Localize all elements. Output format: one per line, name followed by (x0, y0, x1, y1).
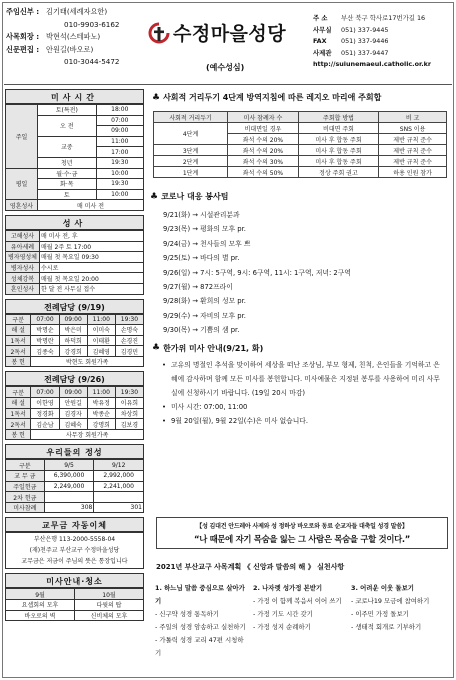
covid-heading: ♣ 사회적 거리두기 4단계 방역지침에 따른 레지오 마리애 주회합 (152, 92, 382, 103)
list-item: 9/30(목) → 기쁨의 샘 pr. (163, 326, 240, 335)
table-row: 병자영성체 매월 첫 목요일 09:30 (6, 252, 144, 263)
staff-row-editor: 신문편집 : 안원길(바오로) (6, 44, 94, 54)
table-row: 유아세례 매월 2주 토 17:00 (6, 241, 144, 252)
table-row: 사회적 거리두기 미사 참례자 수 주회합 방법 비 고 (154, 112, 447, 123)
staff-row-chairman: 사목회장 : 박현석(스테파노) (6, 32, 101, 41)
staff-info (6, 6, 131, 69)
list-item: 9/26(일) → 7시: 5구역, 9시: 6구역, 11시: 1구역, 저녁: 2구역 (163, 268, 351, 277)
table-row: 화·목 19:30 (6, 179, 144, 190)
offering-title: 우리들의 정성 (5, 444, 144, 459)
table-row: 주일 토(특전) 18:00 (6, 105, 144, 116)
list-item: 9/24(금) → 천사들의 모후 쁘 (163, 239, 251, 248)
pastoral-plan-col: 2. 나자렛 성가정 본받기 - 가정 이 함께 복음서 이어 쓰기 - 가정 기도 시간 갖기 - 가정 성지 순례하기 (253, 584, 342, 631)
table-row: 해 설 박명순 박은미 이미숙 손명숙 (6, 325, 144, 336)
list-item: 9/28(화) → 환희의 성모 pr. (163, 297, 246, 306)
account-number: 부산은행 113-2000-5558-04 (33, 536, 116, 544)
table-row: 평일 월·수·금 10:00 (6, 168, 144, 179)
bullet-icon: • (162, 402, 167, 411)
table-row: 09:00 (6, 126, 144, 137)
sacraments-table (5, 230, 144, 295)
staff-row-priest: 주임신부 : 김기태(세례자요한) (6, 7, 108, 16)
church-logo-icon (148, 22, 170, 44)
table-row: 9월 10월 (6, 589, 144, 600)
list-item: 9/23(목) → 평화의 모후 pr. (163, 225, 246, 234)
contact-office: 사무실 051) 337-9445 (313, 25, 389, 34)
table-row: 2독서 김순남 김혜숙 강명희 김보경 (6, 419, 144, 430)
sacraments-title: 성사 (5, 215, 144, 230)
list-item: 9/21(화) → 시설관리분과 (163, 211, 240, 219)
club-icon: ♣ (152, 92, 161, 103)
club-icon: ♣ (152, 343, 161, 354)
table-row: 1독서 정경화 김경자 박종순 차상희 (6, 408, 144, 419)
list-item: 9/27(월) → 872프라이 (163, 283, 233, 292)
altar-0926-table (5, 386, 144, 440)
parish-logo (148, 19, 286, 46)
table-row: 오 전 07:00 (6, 115, 144, 126)
table-row: 영혼성사 매 미사 전 (6, 200, 144, 211)
pastoral-plan-col: 3. 어려운 이웃 돌보기 - 코로나19 모금에 참여하기 - 이주민 가정 돌보기 - 생태적 회개로 기부하기 (351, 584, 430, 631)
club-icon: ♣ (150, 191, 159, 202)
table-row: 봉 헌 사무장 회원가족 (6, 429, 144, 440)
header-divider (4, 84, 452, 85)
table-row: 2독서 김종숙 강경희 김혜영 김경민 (6, 346, 144, 357)
offering-table (5, 459, 144, 513)
table-row: 청년 19:30 (6, 157, 144, 168)
pastoral-plan (152, 562, 448, 660)
parish-title: 수정마을성당 (173, 23, 287, 45)
altar-0919-table (5, 314, 144, 368)
contact-fax: FAX 051) 337-9446 (313, 37, 389, 45)
parish-subtitle: (예수성심) (206, 63, 245, 72)
table-row: 좌석 수의 20% 미사 후 합동 주회 제반 규칙 준수 (154, 134, 447, 145)
chuseok-list (162, 358, 440, 428)
contact-address: 주 소 부산 북구 학사로17번가길 16 (313, 14, 426, 22)
table-row: 바오로의 벽 신비체의 모후 (6, 610, 144, 621)
table-row: 교 무 금 6,390,000 2,992,000 (6, 471, 144, 482)
table-row: 고해성사 매 미사 전, 후 (6, 230, 144, 241)
table-row: 3단계 좌석 수의 20% 미사 후 합동 주회 제반 규칙 준수 (154, 145, 447, 156)
table-row: 교중 11:00 (6, 136, 144, 147)
contact-info (313, 13, 453, 71)
table-row: 성체강복 매월 첫 목요일 20:00 (6, 273, 144, 284)
staff-row-editor-phone: 010-3044-5472 (64, 57, 120, 66)
contact-rectory: 사제관 051) 337-9447 (313, 48, 389, 57)
pastoral-plan-title: 2021년 부산교구 사목계획 《 신앙과 말씀의 해 》 실천사항 (156, 563, 345, 571)
pastoral-plan-col: 1. 하느님 말씀 중심으로 살아가기 - 신구약 성경 통독하기 - 주일의 성경 암송하고 실천하기 - 가톨릭 성경 교리 47편 시청하기 (155, 584, 246, 657)
list-item: • 고유의 명절인 추석을 맞이하여 세상을 떠난 조상님, 부모 형제, 친척, 은인들을 기억하고 은혜에 감사하며 함께 모든 미사를 봉헌합니다. 미사예물은 지정된 봉투를 사용하여 미리 사무실에 신청하시기 바랍니다. (19일 20시 마감) (162, 358, 440, 400)
list-item: 9/29(수) → 자비의 모후 pr. (163, 311, 246, 320)
table-row: 4단계 비대면일 경우 비대면 주회 SNS 이용 (154, 123, 447, 134)
volunteers-heading: ♣ 코로나 대응 봉사팀 (150, 191, 229, 202)
mass-times-title: 미사시간 (5, 89, 144, 104)
cleaning-table (5, 588, 144, 621)
table-row: 1독서 박명란 하덕희 이태환 손경진 (6, 335, 144, 346)
left-column (5, 89, 144, 621)
scripture-quote (156, 517, 448, 549)
table-row: 주일헌금 2,249,000 2,241,000 (6, 481, 144, 492)
bullet-icon: • (162, 416, 167, 425)
table-row: 혼인성사 한 달 전 사무실 접수 (6, 283, 144, 294)
quote-text: “나 때문에 자기 목숨을 잃는 그 사람은 목숨을 구할 것이다.” (193, 534, 410, 544)
volunteers-list (163, 208, 452, 338)
table-row: 구분 9/5 9/12 (6, 460, 144, 471)
table-row: 병자성사 수시로 (6, 262, 144, 273)
table-row: 1단계 좌석 수의 50% 정상 주회 권고 하용 인원 참가 (154, 167, 447, 178)
table-row: 17:00 (6, 147, 144, 158)
quote-source: 【성 김대건 안드레아 사제와 성 정하상 바오로와 동료 순교자들 대축일 성경 말씀】 (196, 523, 408, 530)
account-box (5, 532, 144, 569)
table-row: 토 10:00 (6, 189, 144, 200)
table-row: 해 설 이한영 안원길 박유정 이유희 (6, 398, 144, 409)
list-item: • 9월 20일(월), 9월 22일(수)은 미사 없습니다. (162, 414, 440, 428)
table-row: 2단계 좌석 수의 30% 미사 후 합동 주회 제반 규칙 준수 (154, 156, 447, 167)
bullet-icon: • (162, 360, 167, 369)
distancing-table (153, 111, 447, 178)
chuseok-heading: ♣ 한가위 미사 안내(9/21, 화) (152, 343, 264, 354)
account-title: 교무금 자동이체 (5, 517, 144, 532)
table-row: 봉 헌 박현도 회원가족 (6, 356, 144, 367)
staff-row-priest-phone: 010-9903-6162 (64, 19, 120, 29)
account-note: 교무금은 저금이 주님의 뜻은 통장입니다 (21, 558, 128, 566)
cleaning-title: 미사안내·청소 (5, 573, 144, 588)
list-item: 9/25(토) → 바다의 별 pr. (163, 254, 240, 263)
table-row: 2차 헌금 (6, 492, 144, 503)
mass-times-table (5, 104, 144, 211)
table-row: 구분 07:00 09:00 11:00 19:30 (6, 387, 144, 398)
account-holder: (재)천주교 부산교구 수정마을성당 (29, 547, 120, 555)
altar-0926-title: 전례담당 (9/26) (5, 371, 144, 386)
altar-0919-title: 전례담당 (9/19) (5, 299, 144, 314)
contact-url[interactable]: http://suiunemaeul.catholic.or.kr (313, 60, 432, 68)
table-row: 구분 07:00 09:00 11:00 19:30 (6, 314, 144, 325)
right-column (150, 92, 452, 657)
list-item: • 미사 시간: 07:00, 11:00 (162, 400, 440, 414)
table-row: 요셉회의 모후 다윗의 탑 (6, 600, 144, 611)
table-row: 미사참례 308 301 (6, 502, 144, 513)
